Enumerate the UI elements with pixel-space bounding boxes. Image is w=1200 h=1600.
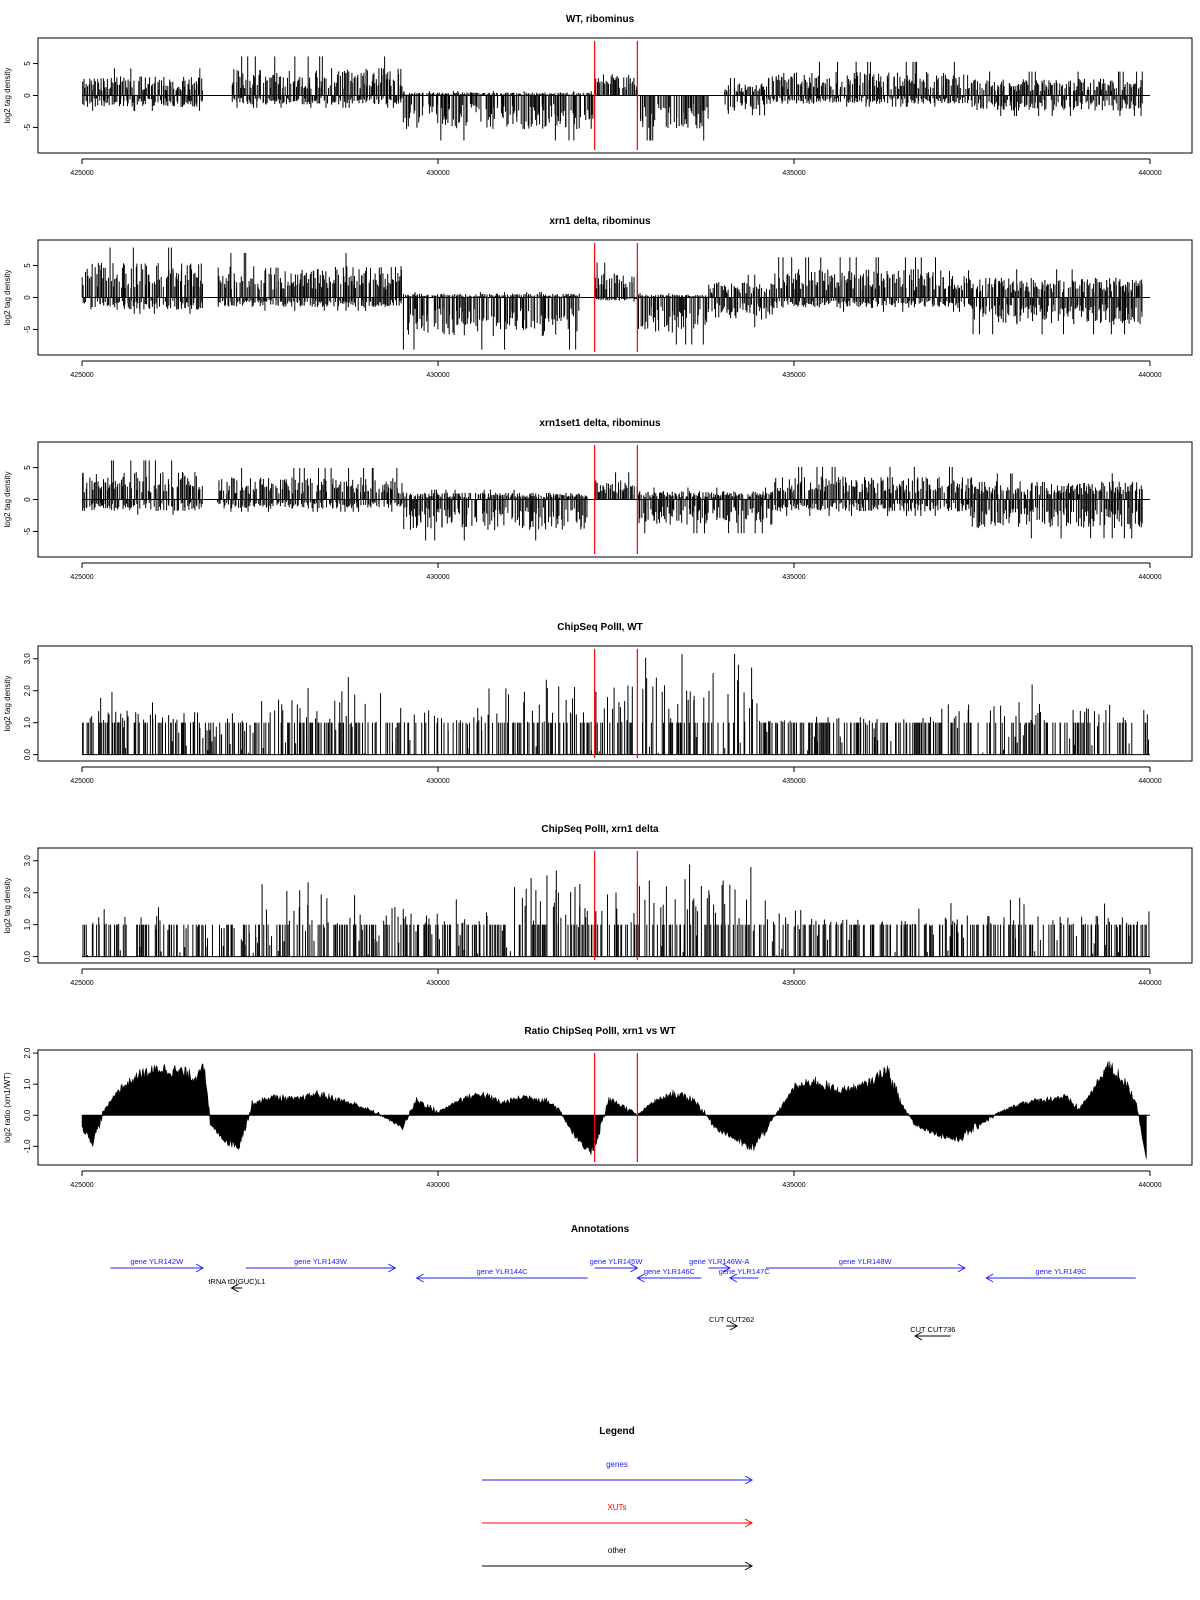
chart-title: xrn1 delta, ribominus <box>549 216 651 227</box>
chart-title: ChipSeq PolII, WT <box>557 622 643 633</box>
chart-title: xrn1set1 delta, ribominus <box>539 418 661 429</box>
data-bars <box>83 654 1149 755</box>
x-tick-label: 440000 <box>1138 372 1162 379</box>
y-axis-label: log2 tag density <box>3 269 12 326</box>
x-tick-label: 440000 <box>1138 574 1162 581</box>
x-tick-label: 440000 <box>1138 778 1162 785</box>
y-tick-label: 5 <box>23 465 32 470</box>
chart-title: WT, ribominus <box>565 14 635 25</box>
data-bars <box>82 248 1142 350</box>
y-tick-label: 0 <box>23 497 32 502</box>
x-tick-label: 425000 <box>70 372 94 379</box>
x-tick-label: 430000 <box>426 372 450 379</box>
x-tick-label: 435000 <box>782 778 806 785</box>
data-bars <box>83 56 1143 140</box>
chart-panel-1 <box>3 14 1192 177</box>
y-tick-label: 3.0 <box>23 653 32 665</box>
y-tick-label: -5 <box>23 123 32 132</box>
x-tick-label: 425000 <box>70 574 94 581</box>
chart-panel-2 <box>3 216 1192 379</box>
y-axis-label: log2 tag density <box>3 471 12 528</box>
y-tick-label: 2.0 <box>23 685 32 697</box>
x-tick-label: 440000 <box>1138 170 1162 177</box>
y-axis-label: log2 tag density <box>3 675 12 732</box>
x-tick-label: 425000 <box>70 778 94 785</box>
chart-panel-4 <box>3 622 1192 785</box>
y-tick-label: 5 <box>23 61 32 66</box>
data-bars <box>83 460 1143 540</box>
x-tick-label: 435000 <box>782 170 806 177</box>
x-tick-label: 435000 <box>782 372 806 379</box>
y-tick-label: 0.0 <box>23 749 32 761</box>
x-tick-label: 430000 <box>426 778 450 785</box>
y-tick-label: 5 <box>23 263 32 268</box>
y-tick-label: -5 <box>23 325 32 334</box>
x-tick-label: 430000 <box>426 574 450 581</box>
x-tick-label: 425000 <box>70 170 94 177</box>
x-tick-label: 430000 <box>426 170 450 177</box>
y-tick-label: -5 <box>23 527 32 536</box>
chart-panel-3 <box>3 418 1192 581</box>
y-axis-label: log2 tag density <box>3 67 12 124</box>
x-tick-label: 435000 <box>782 574 806 581</box>
y-tick-label: 1.0 <box>23 717 32 729</box>
y-tick-label: 0 <box>23 295 32 300</box>
y-tick-label: 0 <box>23 93 32 98</box>
